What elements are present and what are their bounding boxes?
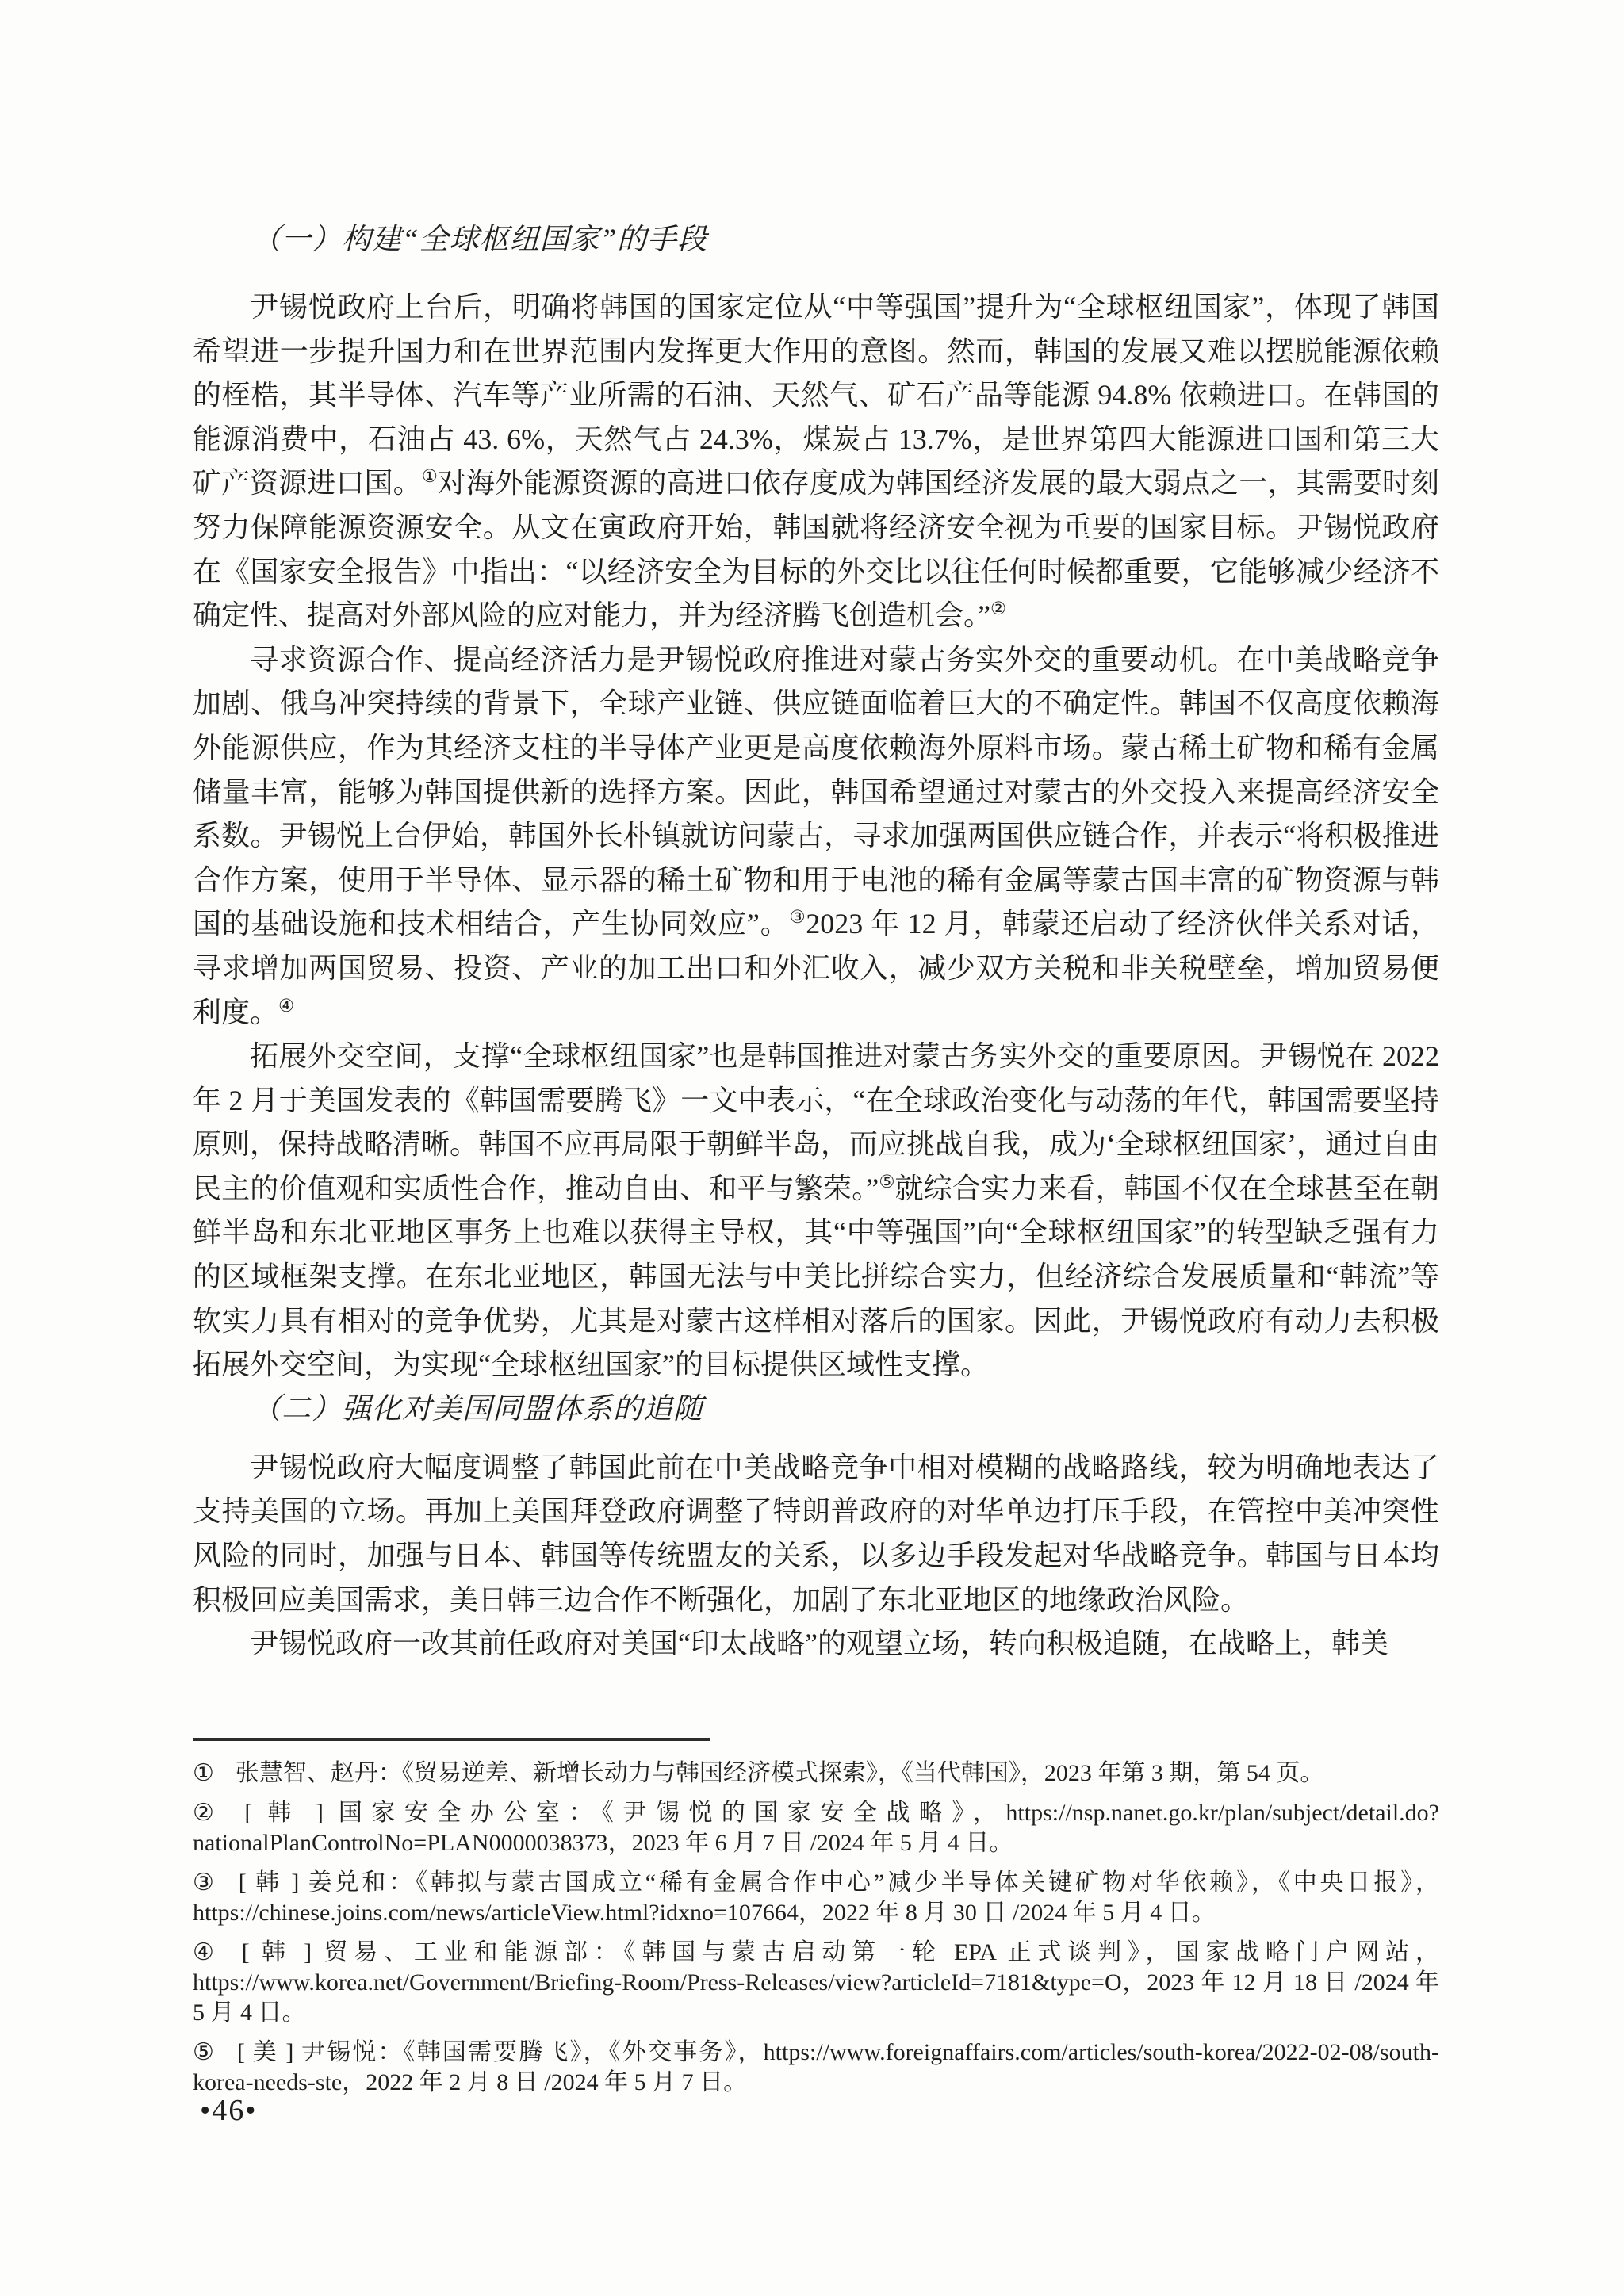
section-heading-1: （一）构建“全球枢纽国家”的手段 (251, 224, 708, 256)
page-number: •46• (200, 2094, 258, 2127)
footnote-item-1 (193, 1758, 1439, 1789)
footnote-text: 张慧智、赵丹：《贸易逆差、新增长动力与韩国经济模式探索》，《当代韩国》，2023 年第 3 期，第 54 页。 (235, 1760, 1324, 1786)
body-paragraph-3: 拓展外交空间，支撑“全球枢纽国家”也是韩国推进对蒙古务实外交的重要原因。尹锡悦在 2022 年 2 月于美国发表的《韩国需要腾飞》一文中表示，“在全球政治变化与动荡的年代，韩国需要坚持原则，保持战略清晰。韩国不应再局限于朝鲜半岛，而应挑战自我，成为‘全球枢纽国家’，通过自由民主的价值观和实质性合作，推动自由、和平与繁荣。”⑤就综合实力来看，韩国不仅在全球甚至在朝鲜半岛和东北亚地区事务上也难以获得主导权，其“中等强国”向“全球枢纽国家”的转型缺乏强有力的区域框架支撑。在东北亚地区，韩国无法与中美比拼综合实力，但经济综合发展质量和“韩流”等软实力具有相对的竞争优势，尤其是对蒙古这样相对落后的国家。因此，尹锡悦政府有动力去积极拓展外交空间，为实现“全球枢纽国家”的目标提供区域性支撑。 (193, 1040, 1439, 1381)
footnote-ref: ④ (278, 995, 295, 1016)
footnote-text: [ 韩 ] 国家安全办公室：《尹锡悦的国家安全战略》，https://nsp.nanet.go.kr/plan/subject/detail.do?nationalPlanControlNo=PLAN0000038373，2023 年 6 月 7 日 /2024 年 5 月 4 日。 (193, 1800, 1439, 1856)
footnote-ref: ① (421, 466, 438, 487)
footnote-marker: ③ (193, 1869, 217, 1896)
footnote-item-4 (193, 1938, 1439, 2028)
body-paragraph-5: 尹锡悦政府一改其前任政府对美国“印太战略”的观望立场，转向积极追随，在战略上，韩美 (250, 1628, 1388, 1660)
footnote-marker: ① (193, 1760, 214, 1786)
footnote-ref: ② (990, 599, 1006, 619)
footnote-marker: ④ (193, 1939, 220, 1965)
article-body (193, 218, 1439, 1667)
body-paragraph-1: 尹锡悦政府上台后，明确将韩国的国家定位从“中等强国”提升为“全球枢纽国家”，体现了韩国希望进一步提升国力和在世界范围内发挥更大作用的意图。然而，韩国的发展又难以摆脱能源依赖的桎梏，其半导体、汽车等产业所需的石油、天然气、矿石产品等能源 94.8% 依赖进口。在韩国的能源消费中，石油占 43. 6%，天然气占 24.3%，煤炭占 13.7%，是世界第四大能源进口国和第三大矿产资源进口国。①对海外能源资源的高进口依存度成为韩国经济发展的最大弱点之一，其需要时刻努力保障能源资源安全。从文在寅政府开始，韩国就将经济安全视为重要的国家目标。尹锡悦政府在《国家安全报告》中指出：“以经济安全为目标的外交比以往任何时候都重要，它能够减少经济不确定性、提高对外部风险的应对能力，并为经济腾飞创造机会。”② (193, 291, 1439, 632)
footnote-ref: ⑤ (879, 1171, 895, 1192)
footnote-marker: ② (193, 1800, 224, 1826)
footnote-item-2 (193, 1798, 1439, 1858)
footnote-ref: ③ (789, 907, 806, 928)
footnote-separator (193, 1738, 710, 1741)
footnotes-block (193, 1738, 1439, 2107)
footnote-item-5 (193, 2038, 1439, 2098)
section-heading-2: （二）强化对美国同盟体系的追随 (251, 1392, 703, 1425)
footnote-item-3 (193, 1868, 1439, 1928)
footnote-text: [ 美 ] 尹锡悦：《韩国需要腾飞》，《外交事务》，https://www.foreignaffairs.com/articles/south-korea/2022-02-08/south-korea-needs-ste，2022 年 2 月 8 日 /2024 年 5 月 7 日。 (193, 2039, 1439, 2095)
footnote-text: [ 韩 ] 姜兑和：《韩拟与蒙古国成立“稀有金属合作中心”减少半导体关键矿物对华依赖》，《中央日报》，https://chinese.joins.com/news/articleView.html?idxno=107664，2022 年 8 月 30 日 /2024 年 5 月 4 日。 (193, 1869, 1439, 1926)
footnote-text: [ 韩 ] 贸易、工业和能源部：《韩国与蒙古启动第一轮 EPA 正式谈判》，国家战略门户网站，https://www.korea.net/Government/Briefing-Room/Press-Releases/view?articleId=7181&type=O，2023 年 12 月 18 日 /2024 年 5 月 4 日。 (193, 1939, 1439, 2026)
body-paragraph-4: 尹锡悦政府大幅度调整了韩国此前在中美战略竞争中相对模糊的战略路线，较为明确地表达了支持美国的立场。再加上美国拜登政府调整了特朗普政府的对华单边打压手段，在管控中美冲突性风险的同时，加强与日本、韩国等传统盟友的关系，以多边手段发起对华战略竞争。韩国与日本均积极回应美国需求，美日韩三边合作不断强化，加剧了东北亚地区的地缘政治风险。 (193, 1451, 1439, 1616)
footnote-marker: ⑤ (193, 2039, 216, 2065)
body-paragraph-2: 寻求资源合作、提高经济活力是尹锡悦政府推进对蒙古务实外交的重要动机。在中美战略竞争加剧、俄乌冲突持续的背景下，全球产业链、供应链面临着巨大的不确定性。韩国不仅高度依赖海外能源供应，作为其经济支柱的半导体产业更是高度依赖海外原料市场。蒙古稀土矿物和稀有金属储量丰富，能够为韩国提供新的选择方案。因此，韩国希望通过对蒙古的外交投入来提高经济安全系数。尹锡悦上台伊始，韩国外长朴镇就访问蒙古，寻求加强两国供应链合作，并表示“将积极推进合作方案，使用于半导体、显示器的稀土矿物和用于电池的稀有金属等蒙古国丰富的矿物资源与韩国的基础设施和技术相结合，产生协同效应”。③2023 年 12 月，韩蒙还启动了经济伙伴关系对话，寻求增加两国贸易、投资、产业的加工出口和外汇收入，减少双方关税和非关税壁垒，增加贸易便利度。④ (193, 643, 1439, 1028)
